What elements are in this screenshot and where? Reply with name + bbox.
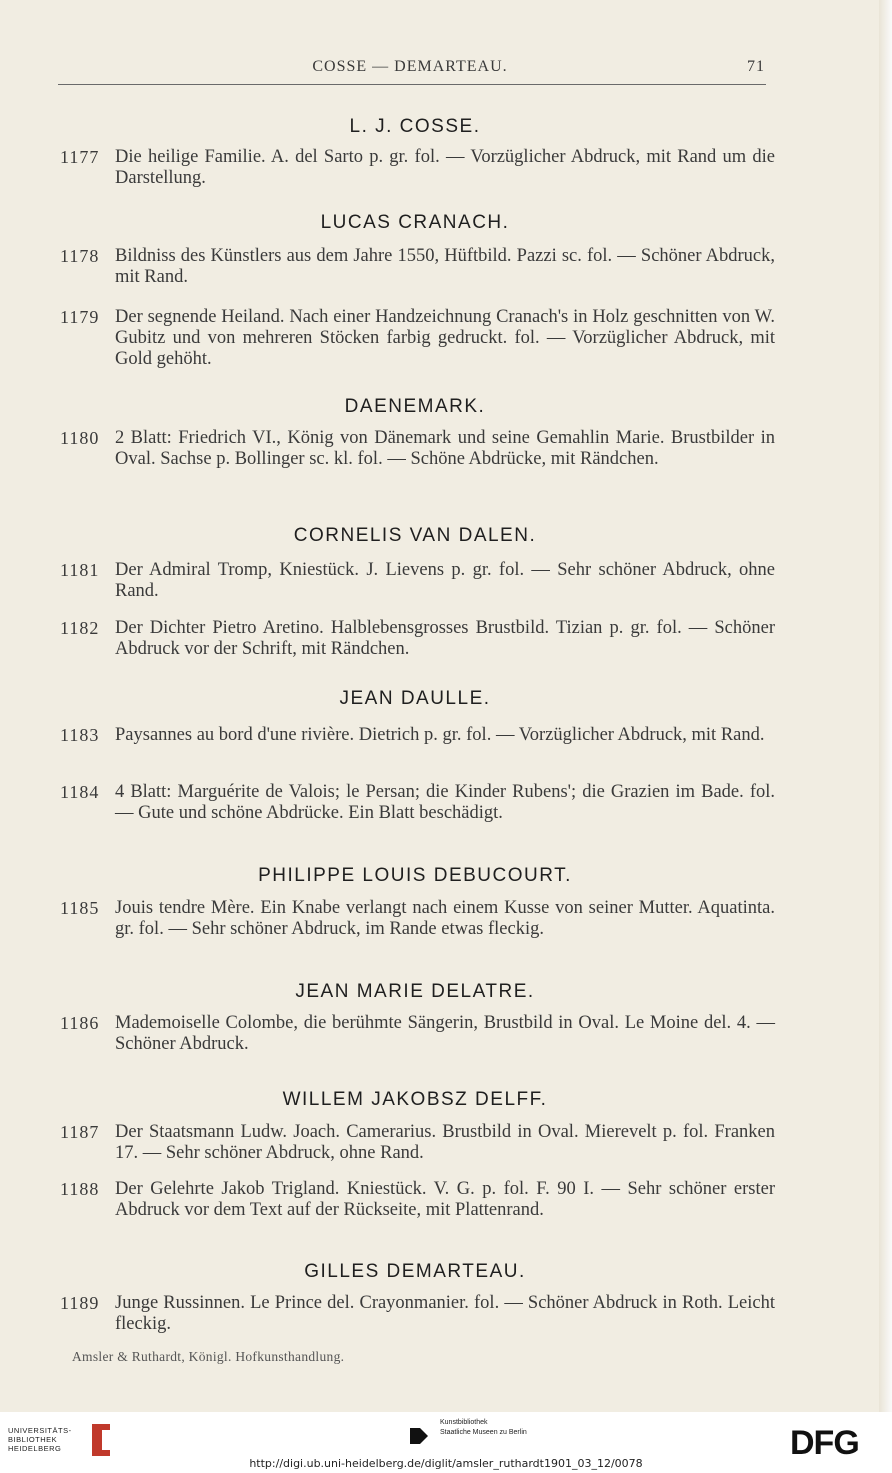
publisher-note: Amsler & Ruthardt, Königl. Hofkunsthandlung. xyxy=(72,1349,345,1364)
entry-text: 4 Blatt: Marguérite de Valois; le Persan; die Kinder Rubens'; die Grazien im Bade. fol. — Gute und schöne Abdrücke. Ein Blatt beschädigt. xyxy=(115,782,775,823)
entry-number: 1183 xyxy=(60,725,100,745)
entry-text: Der Gelehrte Jakob Trigland. Kniestück. V. G. p. fol. F. 90 I. — Sehr schöner erster Abdruck vor dem Text auf der Rückseite, mit Plattenrand. xyxy=(115,1179,775,1220)
running-head-title: COSSE — DEMARTEAU. xyxy=(312,58,508,75)
entry-text: Paysannes au bord d'une rivière. Dietrich p. gr. fol. — Vorzüglicher Abdruck, mit Rand. xyxy=(115,725,765,745)
entry-number: 1182 xyxy=(60,618,100,638)
entry-number: 1188 xyxy=(60,1179,100,1199)
entry-number: 1181 xyxy=(60,560,100,580)
kunstbibliothek-logo-text: Kunstbibliothek Staatliche Museen zu Berlin xyxy=(440,1419,527,1436)
entry-text: Der Staatsmann Ludw. Joach. Camerarius. Brustbild in Oval. Mierevelt p. fol. Franken 17. — Sehr schöner Abdruck, ohne Rand. xyxy=(115,1122,775,1163)
library-emblem-icon xyxy=(88,1420,114,1460)
entry-number: 1187 xyxy=(60,1122,100,1142)
section-heading: WILLEM JAKOBSZ DELFF. xyxy=(282,1089,548,1110)
section-heading: JEAN DAULLE. xyxy=(339,688,491,709)
page-edge xyxy=(879,0,892,1412)
entry-text: Der Dichter Pietro Aretino. Halblebensgrosses Brustbild. Tizian p. gr. fol. — Schöner Abdruck vor der Schrift, mit Rändchen. xyxy=(115,618,775,659)
source-url[interactable]: http://digi.ub.uni-heidelberg.de/diglit/amsler_ruthardt1901_03_12/0078 xyxy=(249,1457,643,1470)
entry-text: Der Admiral Tromp, Kniestück. J. Lievens p. gr. fol. — Sehr schöner Abdruck, ohne Rand. xyxy=(115,560,775,601)
section-heading: JEAN MARIE DELATRE. xyxy=(295,981,535,1002)
dfg-logo[interactable]: DFG xyxy=(790,1424,859,1462)
section-heading: L. J. COSSE. xyxy=(349,116,481,137)
section-heading: DAENEMARK. xyxy=(344,396,486,417)
entry-text: 2 Blatt: Friedrich VI., König von Dänemark und seine Gemahlin Marie. Brustbilder in Oval. Sachse p. Bollinger sc. kl. fol. — Schöne Abdrücke, mit Rändchen. xyxy=(115,428,775,469)
section-heading: LUCAS CRANACH. xyxy=(320,212,510,233)
section-heading: GILLES DEMARTEAU. xyxy=(304,1261,526,1282)
entry-number: 1186 xyxy=(60,1013,100,1033)
entry-number: 1189 xyxy=(60,1293,100,1313)
page-number: 71 xyxy=(747,58,765,75)
entry-number: 1177 xyxy=(60,147,100,167)
entry-text: Mademoiselle Colombe, die berühmte Sängerin, Brustbild in Oval. Le Moine del. 4. — Schöner Abdruck. xyxy=(115,1013,775,1054)
entry-number: 1179 xyxy=(60,307,100,327)
library-logo-text: UNIVERSITÄTS- BIBLIOTHEK HEIDELBERG xyxy=(8,1426,72,1453)
entry-number: 1184 xyxy=(60,782,100,802)
section-heading: CORNELIS VAN DALEN. xyxy=(293,525,537,546)
entry-text: Der segnende Heiland. Nach einer Handzeichnung Cranach's in Holz geschnitten von W. Gubitz und von mehreren Stöcken farbig gedruckt. fol. — Vorzüglicher Abdruck, mit Gold gehöht. xyxy=(115,307,775,369)
kunstbibliothek-logo[interactable] xyxy=(408,1418,608,1458)
header-rule xyxy=(58,84,766,85)
section-heading: PHILIPPE LOUIS DEBUCOURT. xyxy=(258,865,572,886)
entry-text: Bildniss des Künstlers aus dem Jahre 1550, Hüftbild. Pazzi sc. fol. — Schöner Abdruck, mit Rand. xyxy=(115,246,775,287)
entry-text: Jouis tendre Mère. Ein Knabe verlangt nach einem Kusse von seiner Mutter. Aquatinta. gr. fol. — Sehr schöner Abdruck, im Rande etwas fleckig. xyxy=(115,898,775,939)
entry-text: Junge Russinnen. Le Prince del. Crayonmanier. fol. — Schöner Abdruck in Roth. Leicht fleckig. xyxy=(115,1293,775,1334)
kunstbibliothek-emblem-icon xyxy=(408,1424,430,1448)
entry-number: 1185 xyxy=(60,898,100,918)
entry-number: 1178 xyxy=(60,246,100,266)
entry-number: 1180 xyxy=(60,428,100,448)
entry-text: Die heilige Familie. A. del Sarto p. gr. fol. — Vorzüglicher Abdruck, mit Rand um die Darstellung. xyxy=(115,147,775,188)
